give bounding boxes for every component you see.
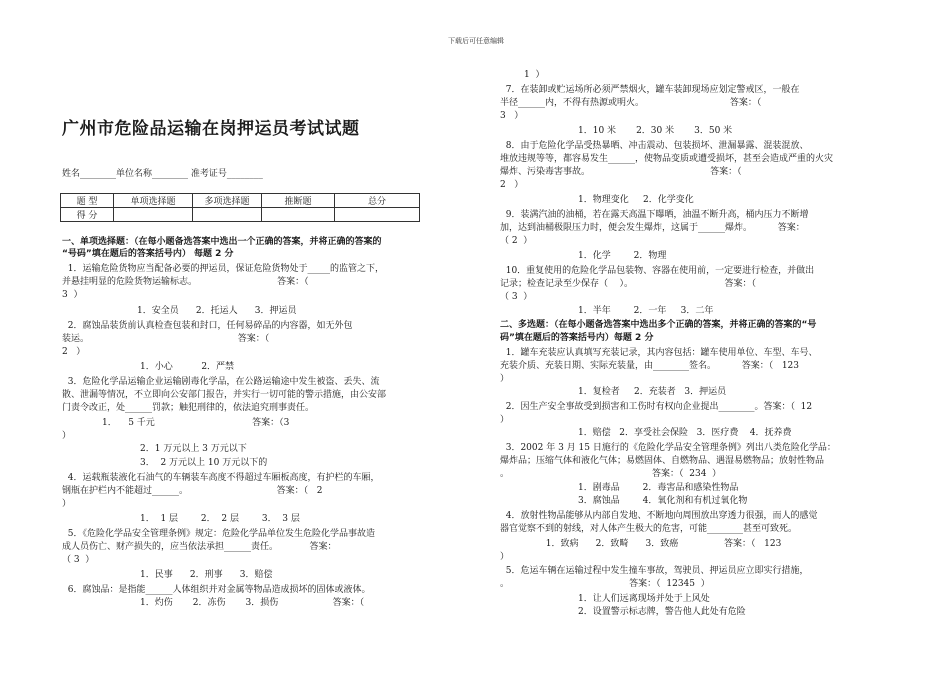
options: 1．致病 2．致畸 3．致癌 答案：（ 123 [500,539,782,549]
answer-value: ） [500,415,510,425]
options: 1．复检者 2．充装者 3．押运员 [578,387,727,397]
question-text: 散、泄漏等情况，不立即向公安部门报告，并实行一切可能的警示措施，由公安部 [62,390,387,400]
answer-value: （ 3 ） [500,292,533,302]
question-text: 4．运载瓶装液化石油气的车辆装车高度不得超过车厢板高度，有护栏的车厢， [62,473,380,483]
question-text: 装运。 答案：（ [62,334,270,344]
answer-value: 3 ） [62,290,83,300]
section2-heading: 码”填在题后的答案括号内）每题 2 分 [500,333,654,343]
info-line: 姓名________单位名称________ 准考证号________ [62,169,263,179]
question-text: 7．在装卸或贮运场所必须严禁烟火，罐车装卸现场应划定警戒区，一般在 [500,85,800,95]
question-text: 3．2002 年 3 月 15 日施行的《危险化学品安全管理条例》列出八类危险化学品： [500,443,836,453]
section1-heading: “号码”填在题后的答案括号内） 每题 2 分 [62,249,234,259]
question-text: 记录；检查记录至少保存（ ）。 答案：（ [500,279,756,289]
options: 1． 5 千元 答案：（3 [62,418,290,428]
answer-value: 3 ） [500,111,524,121]
question-text: 并悬挂明显的危险货物运输标志。 答案：（ [62,277,309,287]
question-text: 2．因生产安全事故受到损害和工伤时有权向企业提出________。答案：（ 12 [500,402,813,412]
question-text: 10．重复使用的危险化学品包装物、容器在使用前，一定要进行检查，并做出 [500,266,815,276]
options: 2．1 万元以上 3 万元以下 [140,444,247,454]
options: 3．腐蚀品 4．氧化剂和有机过氧化物 [578,496,748,506]
options: 1．10 米 2．30 米 3．50 米 [578,126,733,136]
options: 1．让人们远离现场并处于上风处 [578,594,710,604]
answer-value: 2 ） [500,180,524,190]
answer-value: （ 3 ） [62,555,95,565]
score-label: 得 分 [61,208,114,222]
options: 1．小心 2．严禁 [140,362,235,372]
score-header-type: 题 型 [61,194,114,208]
question-text: 3．危险化学品运输企业运输剧毒化学品，在公路运输途中发生被盗、丢失、流 [62,377,380,387]
question-text: 4．放射性物品能够从内部自发地、不断地向周围放出穿透力很强，而人的感觉 [500,511,818,521]
score-header-total: 总分 [335,194,420,208]
answer-value: 。 答案：（ 234 ） [500,469,722,479]
answer-value: （ 2 ） [500,236,533,246]
question-text: 9．装满汽油的油桶，若在露天高温下曝晒，油温不断升高，桶内压力不断增 [500,210,809,220]
question-text: 爆炸、污染毒害事故。 答案：（ [500,167,742,177]
page-title: 广州市危险品运输在岗押运员考试试题 [62,119,360,139]
score-cell[interactable] [114,208,193,222]
answer-value: 2 ） [62,347,86,357]
section2-heading: 二、多选题：（在每小题备选答案中选出多个正确的答案，并将正确的答案的“号 [500,320,817,330]
question-text: 堆放违规等等，都容易发生______，使物品变质或遭受损坏，甚至会造成严重的火灾 [500,154,834,164]
answer-value: ） [62,431,72,441]
question-text: 加，达到油桶极限压力时，便会发生爆炸，这属于______爆炸。 答案： [500,223,805,233]
question-text: 1．罐车充装应认真填写充装记录，其内容包括：罐车使用单位、车型、车号、 [500,348,818,358]
score-cell[interactable] [193,208,262,222]
question-text: 器官觉察不到的射线，对人体产生极大的危害，可能________甚至可致死。 [500,524,798,534]
header-note: 下载后可任意编辑 [448,37,504,45]
options: 2．设置警示标志牌，警告他人此处有危险 [578,607,746,617]
section1-heading: 一、单项选择题：（在每小题备选答案中选出一个正确的答案，并将正确的答案的 [62,237,382,247]
score-cell[interactable] [335,208,420,222]
options: 1．物理变化 2．化学变化 [578,195,694,205]
answer-value: ） [500,374,510,384]
score-cell[interactable] [262,208,335,222]
question-text: 2．腐蚀品装货前认真检查包装和封口，任何易碎品的内容器，如无外包 [62,321,353,331]
question-text: 8．由于危险化学品受热暴晒、冲击震动、包装损坏、泄漏暴露、混装混放、 [500,141,809,151]
score-header-multi: 多项选择题 [193,194,262,208]
score-header-single: 单项选择题 [114,194,193,208]
question-text: 6．腐蚀品：是指能______人体组织并对金属等物品造成损坏的固体或液体。 [62,585,371,595]
options: 1．剧毒品 2．毒害品和感染性物品 [578,483,739,493]
question-text: 1．运输危险货物应当配备必要的押运员，保证危险货物处于_____的监管之下， [62,264,384,274]
score-header-judge: 推断题 [262,194,335,208]
question-text: 成人员伤亡、财产损失的，应当依法承担______责任。 答案： [62,542,337,552]
options: 3． 2 万元以上 10 万元以下的 [140,458,268,468]
score-table [60,193,420,222]
answer-value: ） [500,552,510,562]
options: 1． 1 层 2． 2 层 3． 3 层 [140,514,300,524]
question-text: 充装介质、充装日期、实际充装量，由________签名。 答案：（ 123 [500,361,800,371]
answer-value: 1 ） [524,70,545,80]
question-text: 半径______内，不得有热源或明火。 答案：（ [500,98,762,108]
answer-value: ） [62,499,72,509]
question-text: 5．危运车辆在运输过程中发生撞车事故，驾驶员、押运员应立即实行措施， [500,566,809,576]
question-text: 钢瓶在护栏内不能超过______。 答案：（ 2 [62,486,323,496]
question-text: 爆炸品；压缩气体和液化气体；易燃固体、自燃物品、遇湿易燃物品；放射性物品 [500,456,825,466]
options: 1．安全员 2．托运人 3．押运员 [137,306,297,316]
options: 1．赔偿 2．享受社会保险 3．医疗费 4．抚养费 [578,428,792,438]
question-text: 门责令改正，处______罚款；触犯刑律的，依法追究刑事责任。 [62,403,315,413]
options: 1．化学 2．物理 [578,251,667,261]
options: 1．民事 2．刑事 3．赔偿 [140,570,273,580]
answer-value: 。 答案：（ 12345 ） [500,579,710,589]
question-text: 5．《危险化学品安全管理条例》规定：危险化学品单位发生危险化学品事故造 [62,529,375,539]
options: 1．灼伤 2．冻伤 3．损伤 答案：（ [140,598,365,608]
options: 1．半年 2．一年 3．二年 [578,306,714,316]
